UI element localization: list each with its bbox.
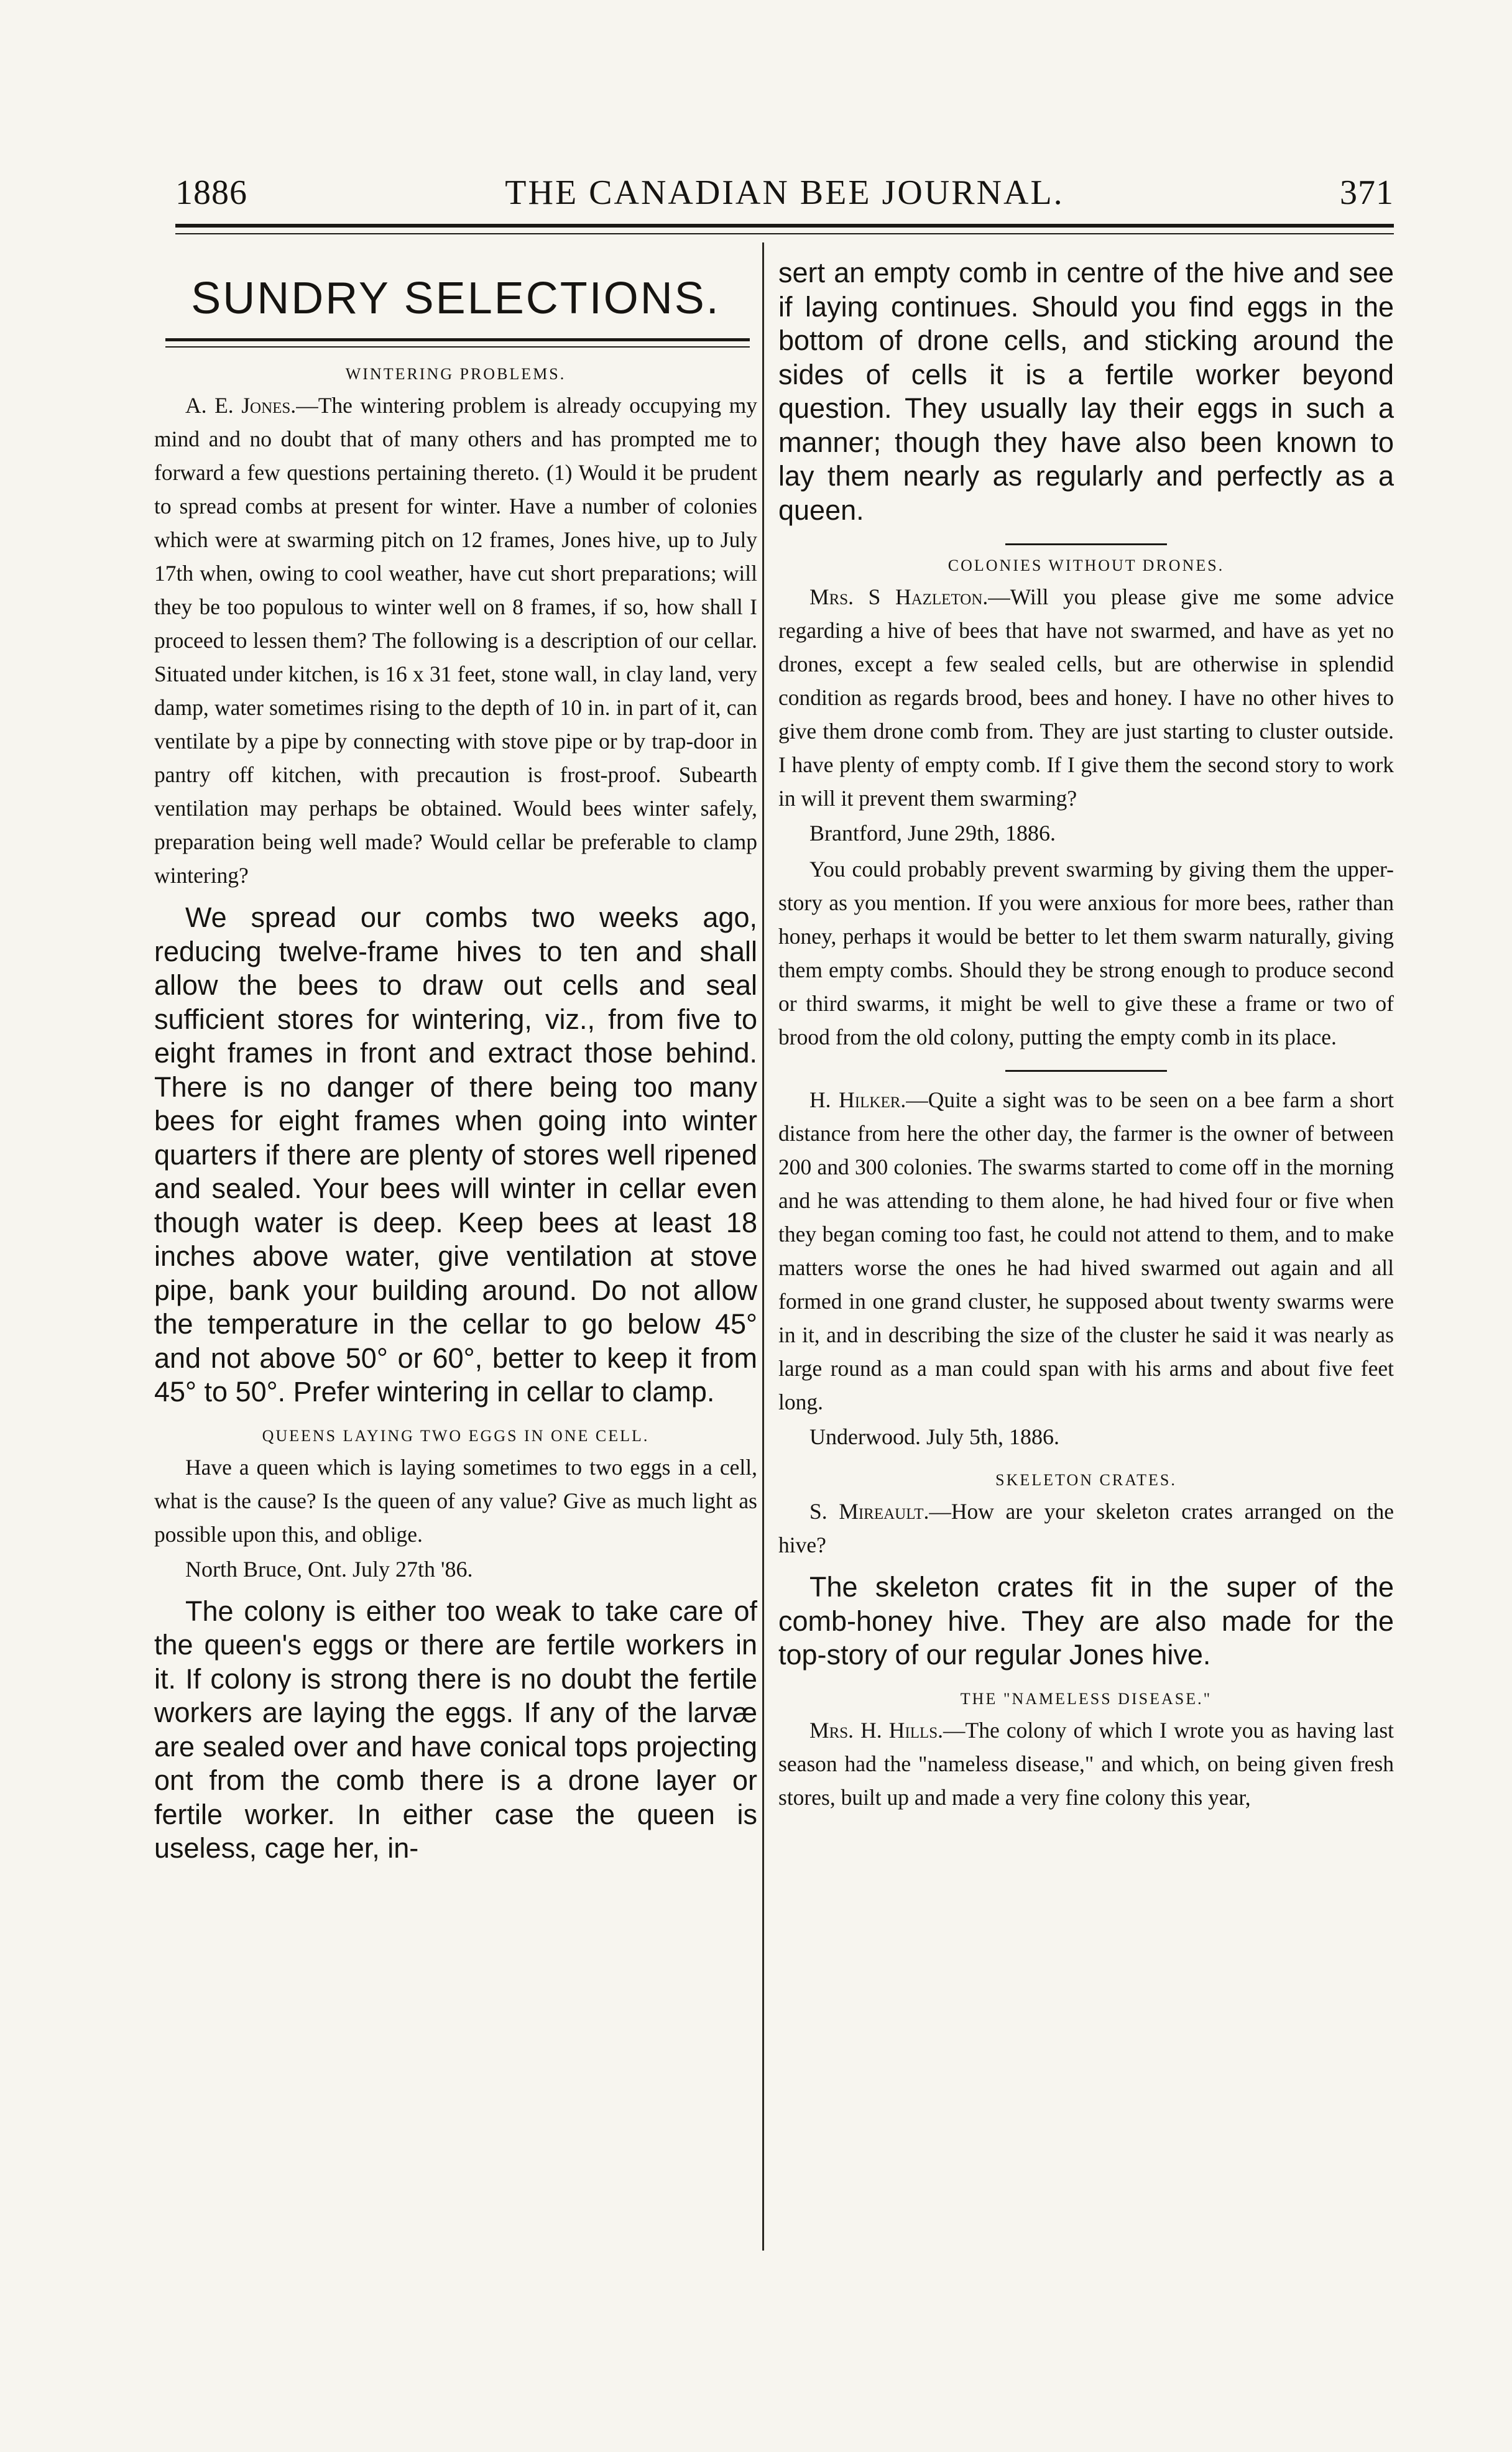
reply-wintering: We spread our combs two weeks ago, reducing twelve-frame hives to ten and shall allow the bees to draw out cells and seal sufficient stores for wintering, viz., from five to eight frames in front and extract those behind. There is no danger of there being too many bees for eight frames when going into winter quarters if there are plenty of stores well ripened and sealed. Your bees will winter in cellar even though water is deep. Keep bees at least 18 inches above water, give ventilation at stove pipe, bank your building around. Do not allow the temperature in the cellar to go below 45° and not above 50° or 60°, better to keep it from 45° to 50°. Prefer wintering in cellar to clamp. bbox=[154, 901, 757, 1408]
page-header bbox=[175, 173, 1394, 223]
heading-colonies-without-drones: COLONIES WITHOUT DRONES. bbox=[947, 556, 1225, 574]
reply-queen-eggs: The colony is either too weak to take care of the queen's eggs or there are fertile workers in it. If colony is strong there is no doubt the fertile workers are laying the eggs. If any of the larvæ are sealed over and have conical tops projecting ont from the comb there is a drone layer or fertile worker. In either case the queen is useless, cage her, in- bbox=[154, 1595, 757, 1864]
letter-author: H. Hilker. bbox=[809, 1087, 906, 1112]
letter-queen-eggs: Have a queen which is laying sometimes to two eggs in a cell, what is the cause? Is the queen of any value? Give as much light as possible upon this, and oblige. bbox=[154, 1454, 757, 1547]
letter-text: —Will you please give me some advice regarding a hive of bees that have not swarmed, and have as yet no drones, except a few sealed cells, but are otherwise in splendid condition as regards brood, bees and honey. I have no other hives to give them drone comb from. They are just starting to cluster outside. I have plenty of empty comb. If I give them the second story to work in will it prevent them swarming? bbox=[778, 584, 1394, 811]
letter-jones bbox=[154, 389, 757, 892]
letter-hazleton bbox=[778, 580, 1394, 815]
page-number: 371 bbox=[1340, 173, 1394, 212]
letter-signature: Brantford, June 29th, 1886. bbox=[809, 821, 1056, 846]
divider-rule bbox=[1005, 1070, 1167, 1072]
letter-text: —The wintering problem is already occupying my mind and no doubt that of many others and has prompted me to forward a few questions pertaining thereto. (1) Would it be prudent to spread combs at present for winter. Have a number of colonies which were at swarming pitch on 12 frames, Jones hive, up to July 17th when, owing to cool weather, have cut short preparations; will they be too populous to winter well on 8 frames, if so, how shall I proceed to lessen them? The following is a description of our cellar. Situated under kitchen, is 16 x 31 feet, stone wall, in clay land, very damp, water sometimes rising to the depth of 10 in. in part of it, can ventilate by a pipe by connecting with stove pipe or by trap-door in pantry off kitchen, with precaution is frost-proof. Subearth ventilation may perhaps be obtained. Would bees winter safely, preparation being well made? Would cellar be preferable to clamp wintering? bbox=[154, 393, 757, 888]
letter-mireault bbox=[778, 1495, 1394, 1562]
letter-text: —How are your skeleton crates arranged on the hive? bbox=[778, 1499, 1394, 1557]
heading-queens-laying: QUEENS LAYING TWO EGGS IN ONE CELL. bbox=[262, 1426, 650, 1445]
letter-hills bbox=[778, 1713, 1394, 1814]
right-column bbox=[778, 242, 1394, 1814]
left-column bbox=[154, 242, 757, 1866]
letter-hilker bbox=[778, 1083, 1394, 1419]
column-divider bbox=[762, 242, 764, 2251]
divider-rule bbox=[1005, 543, 1167, 545]
letter-author: S. Mireault. bbox=[809, 1499, 929, 1524]
letter-signature: Underwood. July 5th, 1886. bbox=[809, 1424, 1059, 1449]
letter-author: Mrs. H. Hills. bbox=[809, 1717, 944, 1743]
heading-wintering-problems: WINTERING PROBLEMS. bbox=[345, 365, 566, 383]
letter-author: A. E. Jones. bbox=[185, 393, 297, 418]
heading-skeleton-crates: SKELETON CRATES. bbox=[995, 1471, 1177, 1489]
section-rule-thin bbox=[165, 346, 750, 348]
header-rule-thin bbox=[175, 233, 1394, 234]
header-year: 1886 bbox=[175, 173, 247, 212]
heading-nameless-disease: THE "NAMELESS DISEASE." bbox=[960, 1689, 1212, 1708]
section-rule bbox=[165, 338, 750, 341]
header-rule bbox=[175, 224, 1394, 228]
letter-signature: North Bruce, Ont. July 27th '86. bbox=[185, 1556, 473, 1582]
journal-title: THE CANADIAN BEE JOURNAL. bbox=[505, 173, 1064, 212]
letter-text: —Quite a sight was to be seen on a bee farm a short distance from here the other day, the farmer is the owner of between 200 and 300 colonies. The swarms started to come off in the morning and he was attending to them alone, he had hived four or five when they began coming too fast, he could not attend to them, and to make matters worse the ones he had hived swarmed out again and all formed in one grand cluster, he supposed about twenty swarms were in it, and in describing the size of the cluster he said it was nearly as large round as a man could span with his arms and about five feet long. bbox=[778, 1087, 1394, 1414]
reply-skeleton-crates: The skeleton crates fit in the super of the comb-honey hive. They are also made for the top-story of our regular Jones hive. bbox=[778, 1571, 1394, 1671]
reply-queen-eggs-continued: sert an empty comb in centre of the hive and see if laying continues. Should you find eggs in the bottom of drone cells, and sticking around the sides of cells it is a fertile worker beyond question. They usually lay their eggs in such a manner; though they have also been known to lay them nearly as regularly and perfectly as a queen. bbox=[778, 257, 1394, 526]
section-title: SUNDRY SELECTIONS. bbox=[191, 274, 721, 323]
letter-text: —The colony of which I wrote you as having last season had the "nameless disease," and which, on being given fresh stores, built up and made a very fine colony this year, bbox=[778, 1717, 1394, 1810]
letter-author: Mrs. S Hazleton. bbox=[809, 584, 989, 609]
reply-drones: You could probably prevent swarming by giving them the upper-story as you mention. If you were anxious for more bees, rather than honey, perhaps it would be better to let them swarm naturally, giving them empty combs. Should they be strong enough to produce second or third swarms, it might be well to give these a frame or two of brood from the old colony, putting the empty comb in its place. bbox=[778, 857, 1394, 1049]
